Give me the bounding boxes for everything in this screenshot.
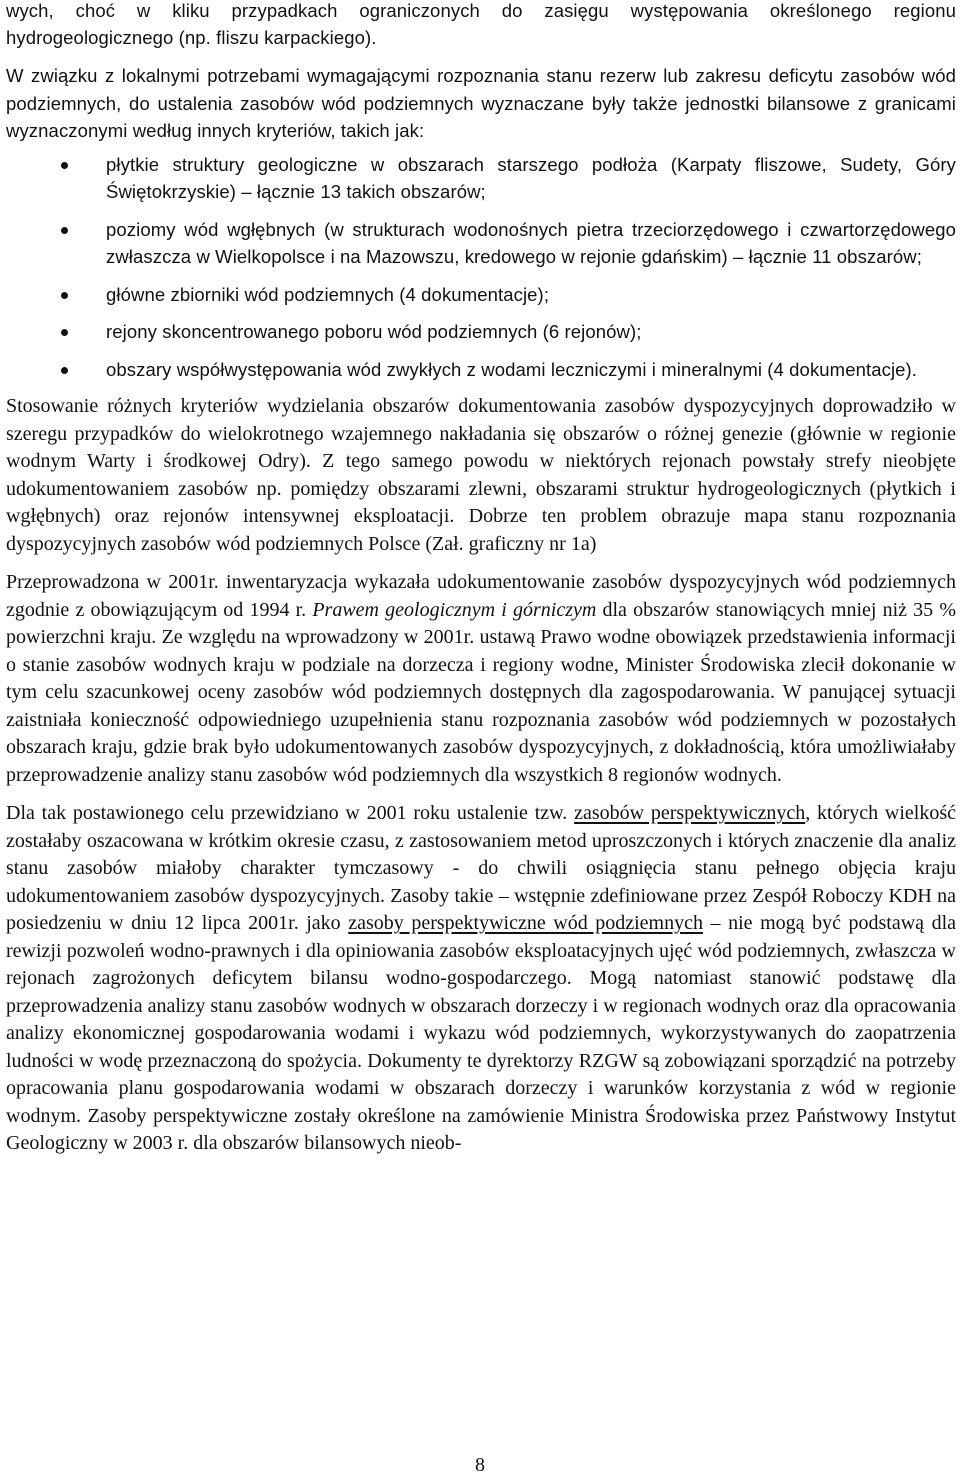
criteria-list — [6, 151, 956, 384]
bullet-icon — [61, 367, 68, 374]
paragraph-criteria-overlap: Stosowanie różnych kryteriów wydzielania obszarów dokumentowania zasobów dyspozycyjnych doprowadziło w szeregu przypadków do wielokrotnego wzajemnego nakładania się obszarów o różnej genezie (głównie w regionie wodnym Warty i środkowej Odry). Z tego samego powodu w niektórych rejonach powstały strefy nieobjęte udokumentowaniem zasobów np. pomiędzy obszarami zlewni, obszarami struktur hydrogeologicznych (płytkich i wgłębnych) oraz rejonów intensywnej eksploatacji. Dobrze ten problem obrazuje mapa stanu rozpoznania dyspozycyjnych zasobów wód podziemnych Polsce (Zał. graficzny nr 1a) — [6, 395, 956, 555]
bullet-icon — [61, 162, 68, 169]
bullet-icon — [61, 292, 68, 299]
page-number: 8 — [475, 1454, 485, 1476]
bullet-icon — [61, 329, 68, 336]
document-page — [6, 0, 956, 1158]
paragraph-inventory-2001: Przeprowadzona w 2001r. inwentaryzacja wykazała udokumentowanie zasobów dyspozycyjnych wód podziemnych zgodnie z obowiązującym od 1994 r. Prawem geologicznym i górniczym dla obszarów stanowiących mniej niż 35 % powierzchni kraju. Ze względu na wprowadzony w 2001r. ustawą Prawo wodne obowiązek przedstawienia informacji o stanie zasobów wodnych kraju w podziale na dorzecza i regiony wodne, Minister Środowiska zlecił dokonanie w tym celu szacunkowej oceny zasobów wód podziemnych dostępnych dla zagospodarowania. W panującej sytuacji zaistniała konieczność odpowiedniego uzupełnienia stanu rozpoznania zasobów wód podziemnych w pozostałych obszarach kraju, gdzie brak było udokumentowanych zasobów dyspozycyjnych, z dokładnością, która umożliwiałaby przeprowadzenie analizy stanu zasobów wód podziemnych dla wszystkich 8 regionów wodnych. — [6, 571, 957, 786]
list-item: rejony skoncentrowanego poboru wód podziemnych (6 rejonów); — [6, 318, 956, 346]
list-item: główne zbiorniki wód podziemnych (4 dokumentacje); — [6, 281, 956, 309]
paragraph-balance-units: W związku z lokalnymi potrzebami wymagającymi rozpoznania stanu rezerw lub zakresu deficytu zasobów wód podziemnych, do ustalenia zasobów wód podziemnych wyznaczane były także jednostki bilansowe z granicami wyznaczonymi według innych kryteriów, takich jak: — [6, 65, 956, 141]
list-item: płytkie struktury geologiczne w obszarach starszego podłoża (Karpaty fliszowe, Sudety, Góry Świętokrzyskie) – łącznie 13 takich obszarów; — [6, 151, 956, 206]
term-perspective-groundwater: zasoby perspektywiczne wód podziemnych — [348, 912, 703, 934]
list-item: poziomy wód wgłębnych (w strukturach wodonośnych pietra trzeciorzędowego i czwartorzędowego zwłaszcza w Wielkopolsce i na Mazowszu, kredowego w rejonie gdańskim) – łącznie 11 obszarów; — [6, 216, 956, 271]
bullet-icon — [61, 227, 68, 234]
paragraph-perspective-resources: Dla tak postawionego celu przewidziano w 2001 roku ustalenie tzw. zasobów perspektywicznych, których wielkość zostałaby oszacowana w krótkim okresie czasu, z zastosowaniem metod uproszczonych i których znaczenie dla analiz stanu zasobów miałoby charakter tymczasowy - do chwili osiągnięcia stanu pełnego objęcia kraju udokumentowaniem zasobów dyspozycyjnych. Zasoby takie – wstępnie zdefiniowane przez Zespół Roboczy KDH na posiedzeniu w dniu 12 lipca 2001r. jako zasoby perspektywiczne wód podziemnych – nie mogą być podstawą dla rewizji pozwoleń wodno-prawnych i dla opiniowania zasobów eksploatacyjnych ujęć wód podziemnych, zwłaszcza w rejonach zagrożonych deficytem bilansu wodno-gospodarczego. Mogą natomiast stanowić podstawę dla przeprowadzenia analizy stanu zasobów wodnych w obszarach dorzeczy i w regionach wodnych oraz dla opracowania analizy ekonomicznej gospodarowania wodami i wykazu wód podziemnych, wykorzystywanych do zaopatrzenia ludności w wodę przeznaczoną do spożycia. Dokumenty te dyrektorzy RZGW są zobowiązani sporządzić na potrzeby opracowania planu gospodarowania wodami w obszarach dorzeczy i warunków korzystania z wód w regionie wodnym. Zasoby perspektywiczne zostały określone na zamówienie Ministra Środowiska przez Państwowy Instytut Geologiczny w 2003 r. dla obszarów bilansowych nieob- — [6, 802, 957, 1154]
law-title: Prawem geologicznym i górniczym — [312, 598, 597, 621]
term-perspective-resources: zasobów perspektywicznych — [574, 802, 806, 824]
intro-paragraph: wych, choć w kliku przypadkach ograniczonych do zasięgu występowania określonego regionu hydrogeologicznego (np. fliszu karpackiego). — [6, 0, 956, 48]
list-item: obszary współwystępowania wód zwykłych z wodami leczniczymi i mineralnymi (4 dokumentacje). — [6, 356, 956, 384]
